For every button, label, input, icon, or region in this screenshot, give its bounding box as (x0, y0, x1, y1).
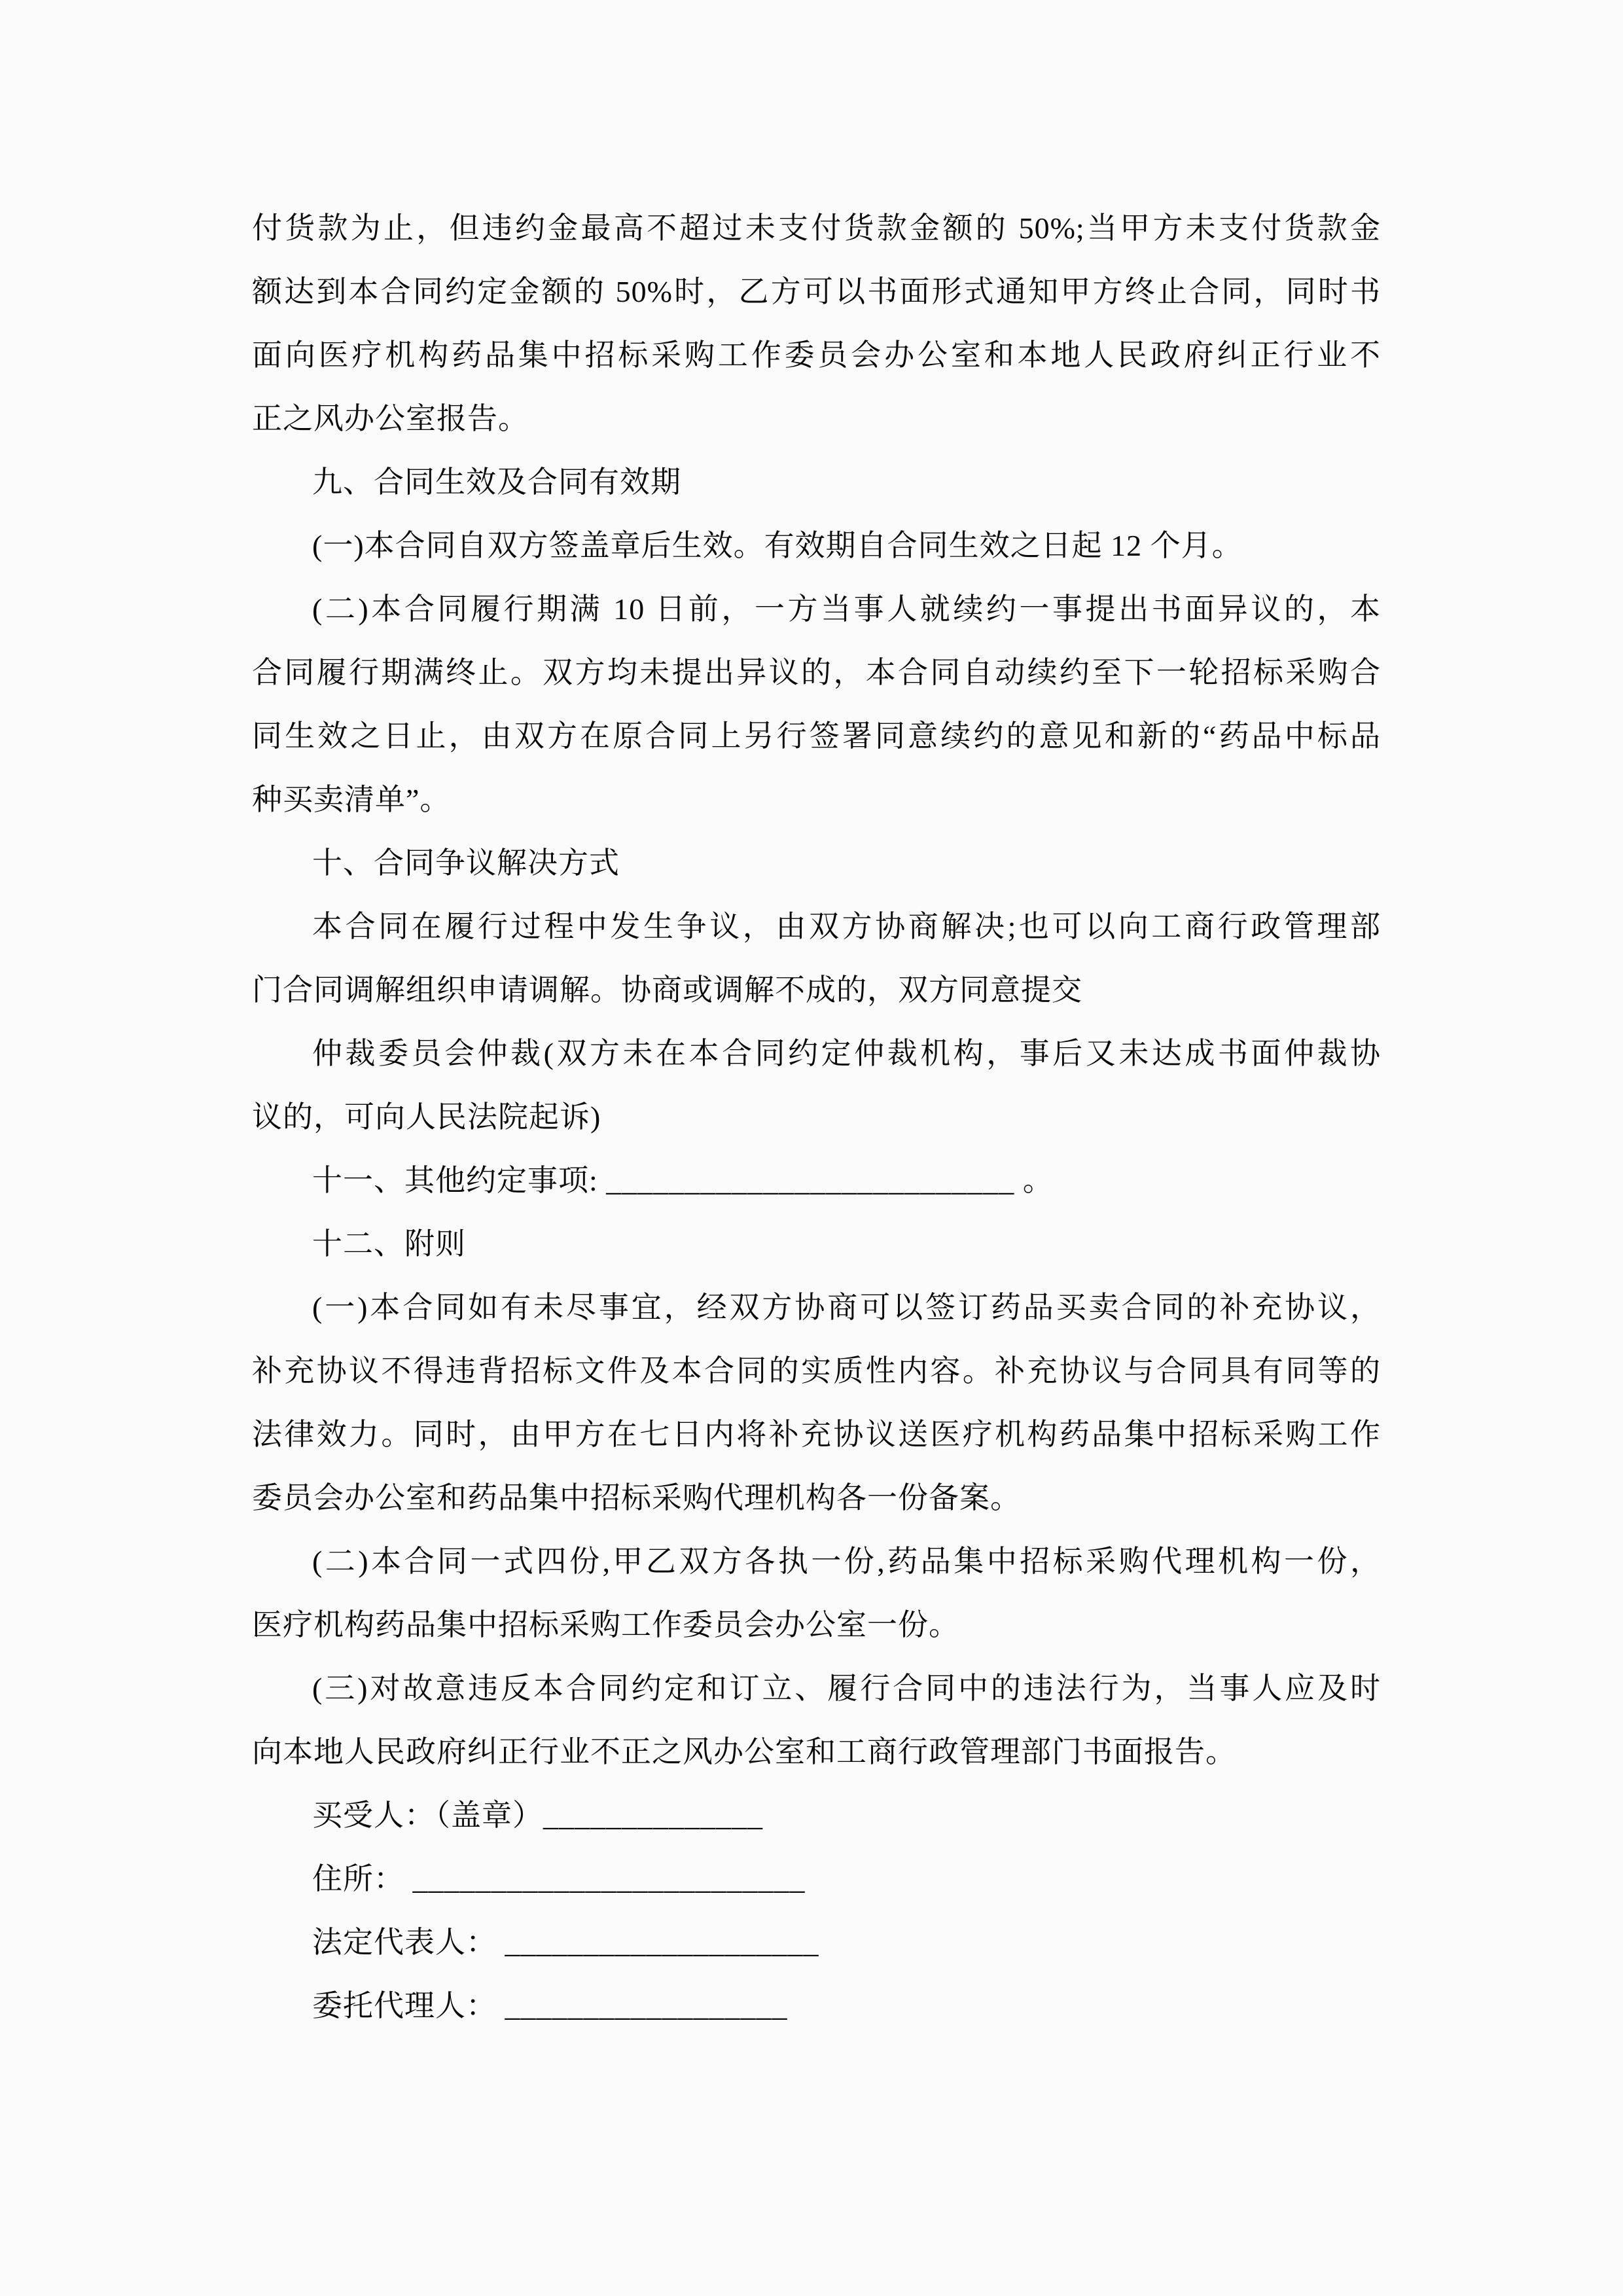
text-line: 医疗机构药品集中招标采购工作委员会办公室一份。 (252, 1608, 959, 1641)
text-line: 补充协议不得违背招标文件及本合同的实质性内容。补充协议与合同具有同等的 (252, 1354, 1381, 1388)
text-line: 合同履行期满终止。双方均未提出异议的，本合同自动续约至下一轮招标采购合 (252, 656, 1381, 689)
text-line: 面向医疗机构药品集中招标采购工作委员会办公室和本地人民政府纠正行业不 (252, 338, 1381, 372)
text-line: 门合同调解组织申请调解。协商或调解不成的，双方同意提交 (252, 973, 1082, 1007)
text-line: 议的，可向人民法院起诉) (252, 1100, 601, 1134)
text-line: 法律效力。同时，由甲方在七日内将补充协议送医疗机构药品集中招标采购工作 (252, 1418, 1381, 1451)
text-line: 付货款为止，但违约金最高不超过未支付货款金额的 50%;当甲方未支付货款金 (252, 211, 1381, 245)
text-line: 仲裁委员会仲裁(双方未在本合同约定仲裁机构，事后又未达成书面仲裁协 (312, 1037, 1381, 1070)
text-line: (一)本合同自双方签盖章后生效。有效期自合同生效之日起 12 个月。 (312, 529, 1243, 562)
text-line: 本合同在履行过程中发生争议，由双方协商解决;也可以向工商行政管理部 (312, 910, 1381, 943)
text-line: 同生效之日止，由双方在原合同上另行签署同意续约的意见和新的“药品中标品 (252, 719, 1381, 753)
text-line: (三)对故意违反本合同约定和订立、履行合同中的违法行为，当事人应及时 (312, 1672, 1381, 1705)
section-heading: 十、合同争议解决方式 (312, 846, 620, 880)
text-line: 正之风办公室报告。 (252, 402, 529, 435)
signature-address-line: 住所： _________________________ (312, 1862, 806, 1895)
text-line: 种买卖清单”。 (252, 783, 451, 816)
section-heading: 九、合同生效及合同有效期 (312, 465, 681, 499)
signature-buyer-line: 买受人：（盖章）______________ (312, 1799, 763, 1832)
text-line: (二)本合同履行期满 10 日前，一方当事人就续约一事提出书面异议的，本 (312, 592, 1381, 626)
signature-entrusted-agent-line: 委托代理人： __________________ (312, 1989, 788, 2022)
section-heading: 十二、附则 (312, 1227, 466, 1261)
signature-legal-representative-line: 法定代表人： ____________________ (312, 1926, 819, 1959)
text-line: 委员会办公室和药品集中招标采购代理机构各一份备案。 (252, 1481, 1021, 1515)
text-line: 额达到本合同约定金额的 50%时，乙方可以书面形式通知甲方终止合同，同时书 (252, 275, 1381, 308)
text-line: 向本地人民政府纠正行业不正之风办公室和工商行政管理部门书面报告。 (252, 1735, 1236, 1768)
text-line: (二)本合同一式四份,甲乙双方各执一份,药品集中招标采购代理机构一份， (312, 1545, 1381, 1578)
fill-in-blank-line: 十一、其他约定事项: __________________________ 。 (312, 1164, 1054, 1197)
text-line: (一)本合同如有未尽事宜，经双方协商可以签订药品买卖合同的补充协议， (312, 1291, 1381, 1324)
